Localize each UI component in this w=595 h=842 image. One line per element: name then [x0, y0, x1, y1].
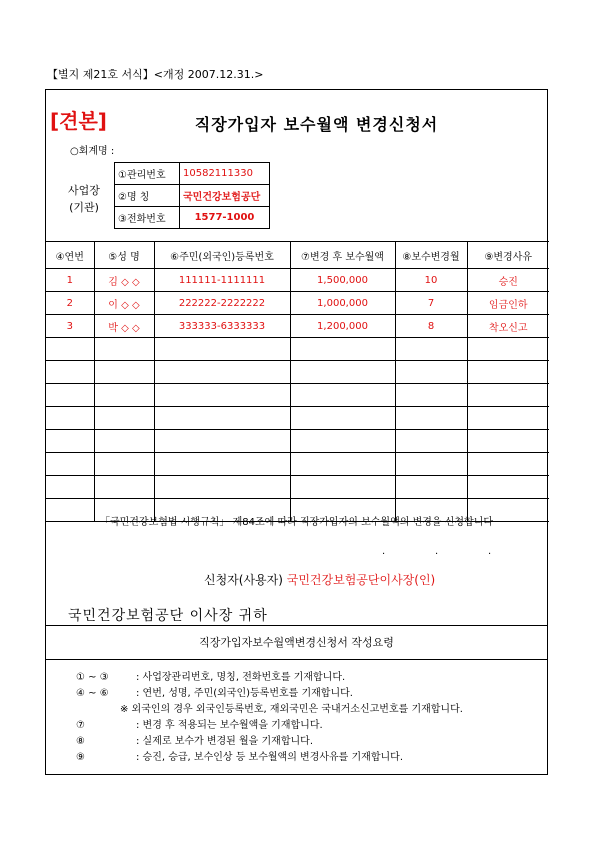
table-row: [46, 407, 549, 430]
guide-text: : 승진, 승급, 보수인상 등 보수월액의 변경사유를 기재합니다.: [136, 752, 403, 763]
guide-item: [76, 670, 463, 686]
cell-seq[interactable]: [46, 338, 94, 361]
cell-name[interactable]: [94, 476, 154, 499]
guide-key: ⑦: [76, 720, 85, 731]
cell-wage[interactable]: 1,500,000: [290, 269, 395, 292]
date-month-dot: .: [435, 546, 439, 557]
cell-seq[interactable]: [46, 476, 94, 499]
cell-seq[interactable]: 1: [46, 269, 94, 292]
table-row: [46, 476, 549, 499]
cell-seq[interactable]: 2: [46, 292, 94, 315]
form-title: 직장가입자 보수월액 변경신청서: [194, 115, 439, 134]
table-row: [46, 361, 549, 384]
guide-key: ⑨: [76, 752, 85, 763]
form-frame: [45, 89, 548, 775]
cell-month[interactable]: [395, 384, 467, 407]
members-table: [46, 241, 549, 522]
cell-wage[interactable]: [290, 338, 395, 361]
cell-month[interactable]: [395, 430, 467, 453]
applicant-label: 신청자(사용자): [204, 573, 283, 587]
table-row: [46, 315, 549, 338]
cell-wage[interactable]: [290, 453, 395, 476]
cell-id[interactable]: [154, 407, 290, 430]
cell-wage[interactable]: [290, 476, 395, 499]
cell-seq[interactable]: [46, 453, 94, 476]
table-row: [46, 338, 549, 361]
col-header-name: ⑤성 명: [94, 242, 154, 269]
cell-name[interactable]: 박 ◇ ◇: [94, 315, 154, 338]
guide-text: : 연번, 성명, 주민(외국인)등록번호를 기재합니다.: [136, 688, 353, 699]
cell-month[interactable]: [395, 476, 467, 499]
management-number-label: ①관리번호: [115, 163, 180, 185]
cell-name[interactable]: [94, 338, 154, 361]
table-header-row: [46, 242, 549, 269]
guide-item-note: [76, 702, 463, 718]
cell-seq[interactable]: [46, 384, 94, 407]
management-number-value[interactable]: 10582111330: [180, 163, 270, 185]
cell-month[interactable]: [395, 361, 467, 384]
guide-key: ⑧: [76, 736, 85, 747]
col-header-reason: ⑨변경사유: [467, 242, 549, 269]
guide-item: [76, 734, 463, 750]
phone-number-value[interactable]: 1577-1000: [180, 207, 270, 229]
cell-name[interactable]: [94, 407, 154, 430]
sample-mark: [견본]: [50, 109, 107, 133]
guide-item: [76, 750, 463, 766]
cell-reason[interactable]: [467, 453, 549, 476]
cell-id[interactable]: 111111-1111111: [154, 269, 290, 292]
col-header-wage: ⑦변경 후 보수월액: [290, 242, 395, 269]
cell-reason[interactable]: [467, 476, 549, 499]
cell-seq[interactable]: [46, 407, 94, 430]
cell-reason[interactable]: [467, 361, 549, 384]
application-statement: 「국민건강보험법 시행규칙」 제84조에 따라 직장가입자의 보수월액의 변경을 신청합니다: [99, 517, 494, 528]
applicant-line: [204, 571, 435, 588]
cell-name[interactable]: [94, 361, 154, 384]
cell-id[interactable]: 222222-2222222: [154, 292, 290, 315]
addressee: 국민건강보험공단 이사장 귀하: [68, 608, 268, 624]
guide-item: [76, 686, 463, 702]
employer-label: [54, 182, 114, 216]
cell-name[interactable]: [94, 430, 154, 453]
cell-wage[interactable]: [290, 430, 395, 453]
cell-seq[interactable]: 3: [46, 315, 94, 338]
table-row: [46, 269, 549, 292]
cell-name[interactable]: [94, 453, 154, 476]
cell-seq[interactable]: [46, 361, 94, 384]
cell-name[interactable]: [94, 384, 154, 407]
cell-wage[interactable]: 1,200,000: [290, 315, 395, 338]
date-field[interactable]: [382, 546, 541, 557]
cell-wage[interactable]: [290, 407, 395, 430]
cell-id[interactable]: [154, 476, 290, 499]
cell-seq[interactable]: [46, 430, 94, 453]
guide-item: [76, 718, 463, 734]
guide-key: ① ~ ③: [76, 672, 109, 683]
employer-table: [114, 162, 270, 229]
cell-reason[interactable]: [467, 407, 549, 430]
cell-id[interactable]: [154, 384, 290, 407]
date-day-dot: .: [488, 546, 492, 557]
table-row: [46, 292, 549, 315]
employer-name-value[interactable]: 국민건강보험공단: [180, 185, 270, 207]
cell-reason[interactable]: [467, 430, 549, 453]
meeting-label: ○회계명 :: [70, 146, 115, 157]
cell-wage[interactable]: [290, 384, 395, 407]
cell-reason[interactable]: 승진: [467, 269, 549, 292]
cell-id[interactable]: [154, 361, 290, 384]
cell-month[interactable]: 10: [395, 269, 467, 292]
table-row: [46, 430, 549, 453]
form-header-note: 【별지 제21호 서식】<개정 2007.12.31.>: [47, 68, 264, 81]
guide-text: ※ 외국인의 경우 외국인등록번호, 재외국민은 국내거소신고번호를 기재합니다.: [120, 704, 463, 715]
cell-id[interactable]: [154, 430, 290, 453]
cell-wage[interactable]: 1,000,000: [290, 292, 395, 315]
cell-reason[interactable]: 착오신고: [467, 315, 549, 338]
cell-month[interactable]: [395, 338, 467, 361]
cell-name[interactable]: 이 ◇ ◇: [94, 292, 154, 315]
guide-list: [76, 670, 463, 766]
cell-name[interactable]: 김 ◇ ◇: [94, 269, 154, 292]
cell-id[interactable]: [154, 338, 290, 361]
cell-month[interactable]: [395, 407, 467, 430]
phone-number-label: ③전화번호: [115, 207, 180, 229]
cell-reason[interactable]: 임금인하: [467, 292, 549, 315]
guide-title: 직장가입자보수월액변경신청서 작성요령: [46, 625, 547, 660]
date-year-dot: .: [382, 546, 386, 557]
employer-label-line2: (기관): [69, 201, 99, 214]
guide-text: : 사업장관리번호, 명칭, 전화번호를 기재합니다.: [136, 672, 346, 683]
cell-month[interactable]: [395, 453, 467, 476]
cell-wage[interactable]: [290, 361, 395, 384]
cell-id[interactable]: [154, 453, 290, 476]
applicant-name[interactable]: 국민건강보험공단이사장(인): [286, 573, 436, 587]
guide-text: : 변경 후 적용되는 보수월액을 기재합니다.: [136, 720, 323, 731]
cell-reason[interactable]: [467, 338, 549, 361]
employer-label-line1: 사업장: [68, 184, 100, 197]
table-row: [46, 453, 549, 476]
guide-key: ④ ~ ⑥: [76, 688, 109, 699]
cell-id[interactable]: 333333-6333333: [154, 315, 290, 338]
table-row: [46, 384, 549, 407]
cell-reason[interactable]: [467, 384, 549, 407]
cell-month[interactable]: 7: [395, 292, 467, 315]
col-header-month: ⑧보수변경월: [395, 242, 467, 269]
employer-name-label: ②명 칭: [115, 185, 180, 207]
col-header-id: ⑥주민(외국인)등록번호: [154, 242, 290, 269]
cell-month[interactable]: 8: [395, 315, 467, 338]
guide-text: : 실제로 보수가 변경된 월을 기재합니다.: [136, 736, 314, 747]
col-header-seq: ④연번: [46, 242, 94, 269]
